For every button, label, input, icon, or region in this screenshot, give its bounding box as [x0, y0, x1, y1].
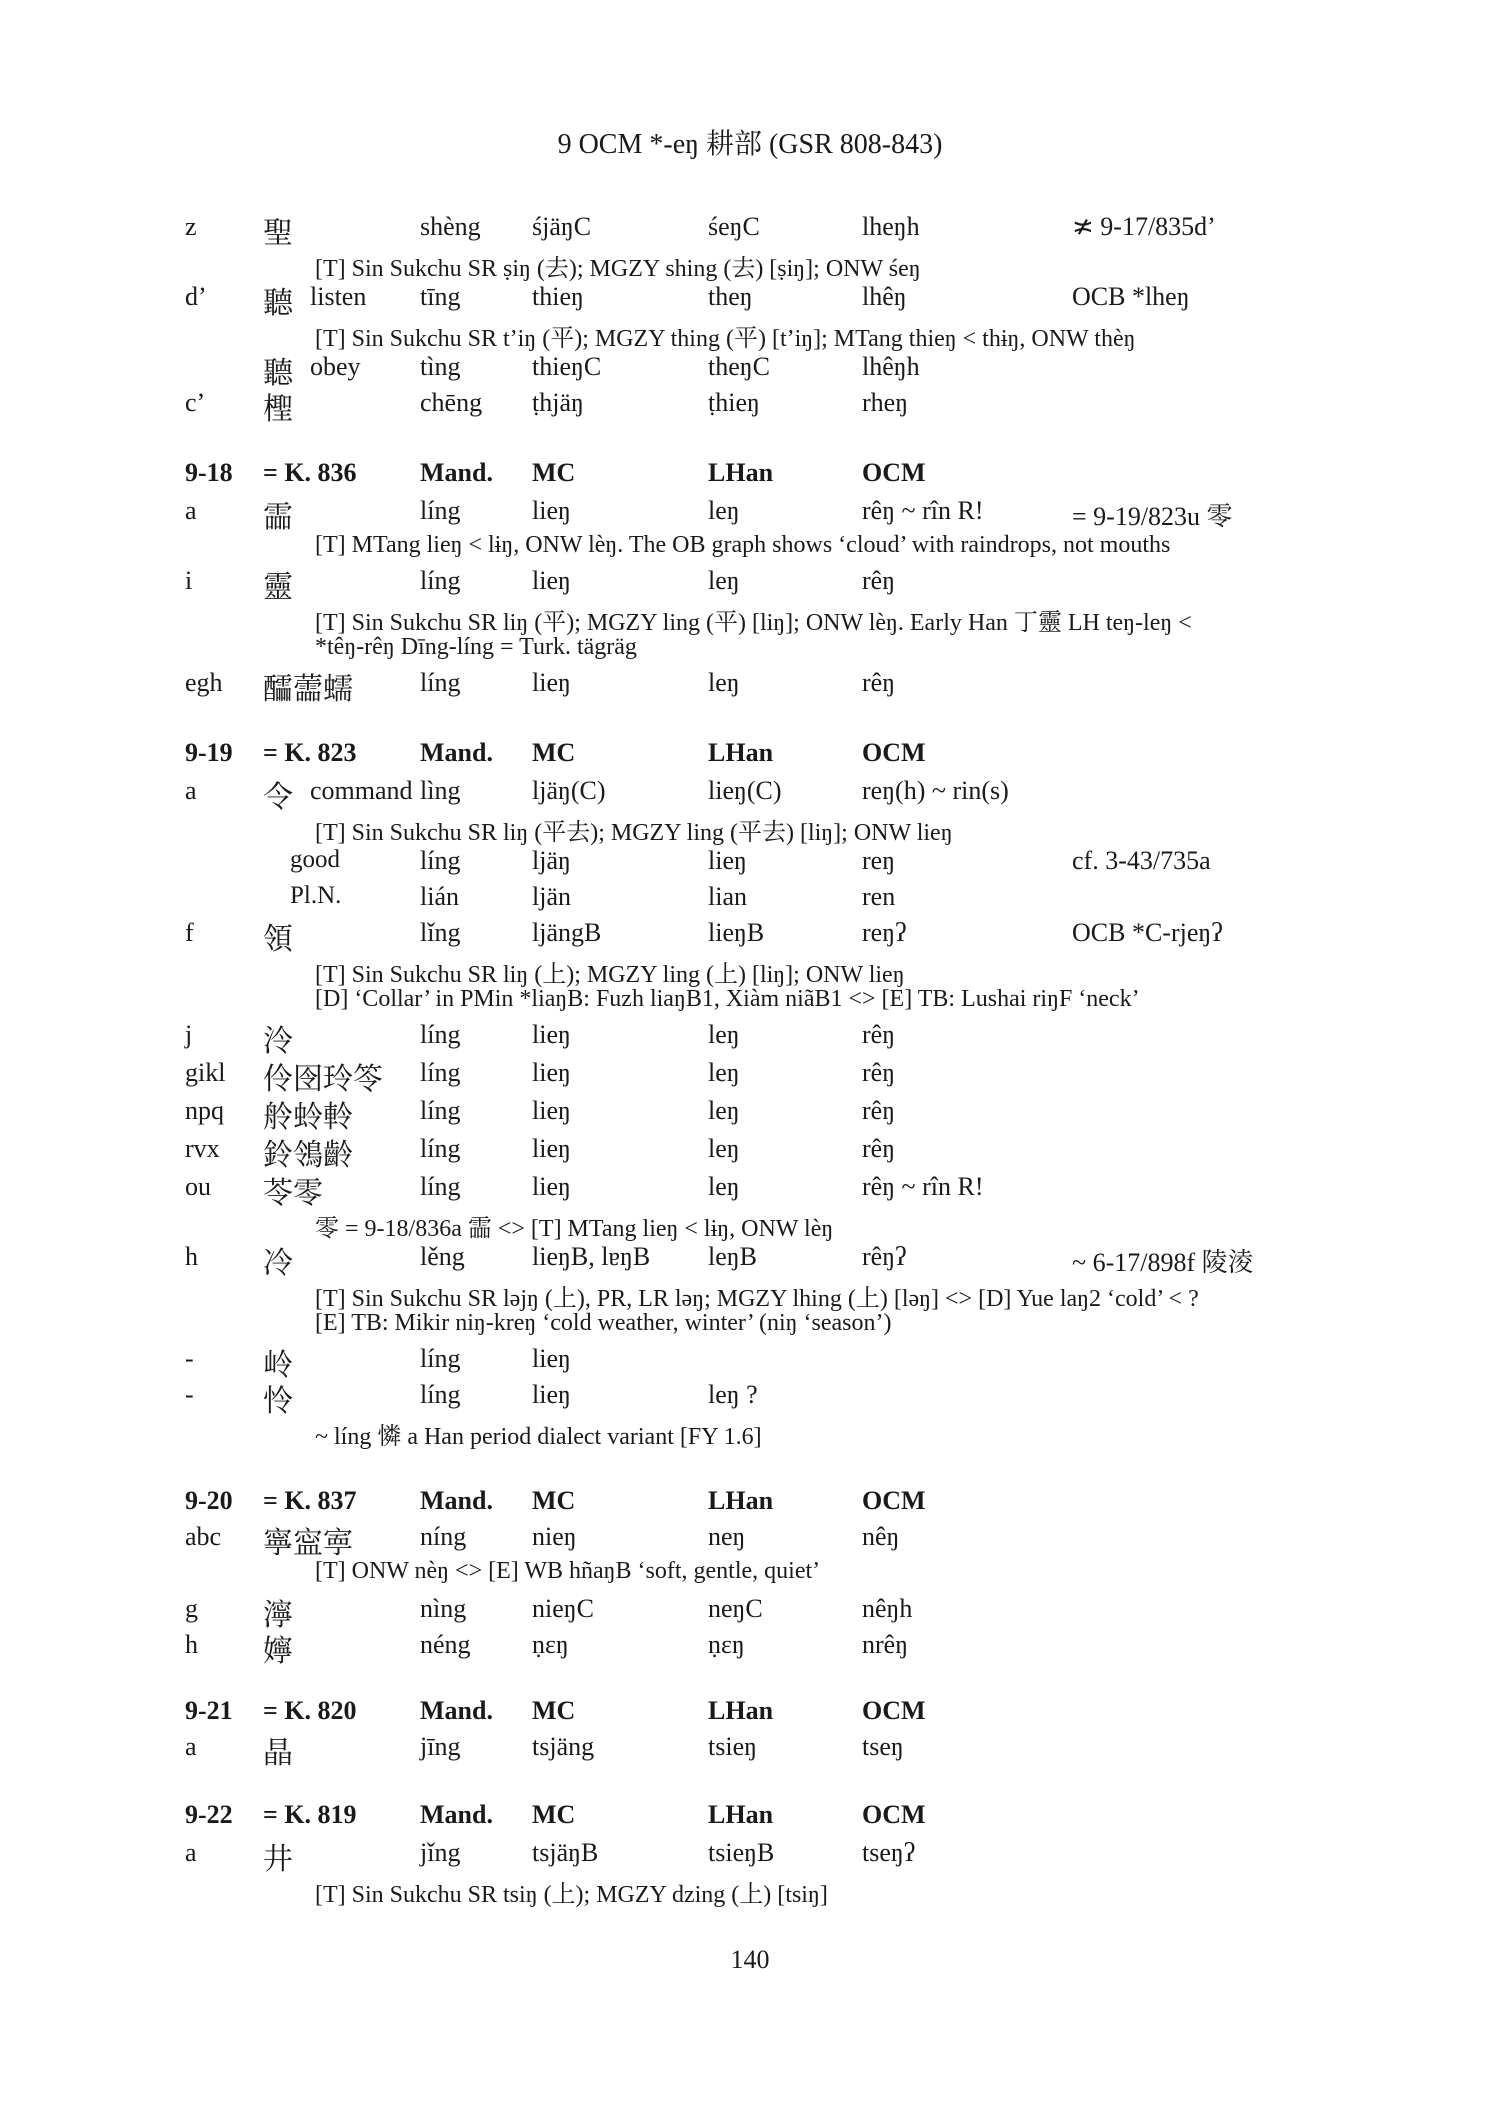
graph-character: 嬣: [263, 1635, 293, 1668]
mandarin-reading: Mand.: [420, 1800, 493, 1829]
entry-note: [D] ‘Collar’ in PMin *liaŋB: Fuzh liaŋB1, Xiàm niãB1 <> [E] TB: Lushai riŋF ‘neck’: [315, 986, 1140, 1012]
mandarin-reading: líng: [420, 1134, 461, 1163]
mandarin-reading: lìng: [420, 776, 461, 805]
middle-chinese-reading: tsjäng: [532, 1732, 595, 1761]
entry-row: [0, 1380, 1500, 1416]
sense: Pl.N.: [290, 882, 342, 909]
entry-label: 9-20: [185, 1486, 233, 1515]
entry-note: [T] Sin Sukchu SR t’iŋ (平); MGZY thing (平) [t’iŋ]; MTang thieŋ < thɨŋ, ONW thèŋ: [315, 326, 1136, 352]
old-chinese-reading: nrêŋ: [862, 1630, 909, 1659]
mandarin-reading: Mand.: [420, 1486, 493, 1515]
entry-label: h: [185, 1242, 198, 1271]
mandarin-reading: tīng: [420, 282, 461, 311]
old-chinese-reading: rêŋ: [862, 1058, 896, 1087]
entry-row: [0, 1838, 1500, 1874]
entry-row: [0, 776, 1500, 812]
section-header: [0, 738, 1500, 774]
entry-row: [0, 1594, 1500, 1630]
mandarin-reading: líng: [420, 1344, 461, 1373]
later-han-reading: leŋ: [708, 1058, 740, 1087]
entry-label: npq: [185, 1096, 224, 1125]
entry-row: [0, 846, 1500, 882]
entry-row: [0, 212, 1500, 248]
mandarin-reading: shèng: [420, 212, 481, 241]
graph-character: 泠: [263, 1025, 293, 1058]
karlgren-ref: = K. 820: [263, 1696, 357, 1725]
cross-reference: OCB *lheŋ: [1072, 282, 1190, 311]
old-chinese-reading: OCM: [862, 1800, 926, 1829]
entry-label: a: [185, 1838, 197, 1867]
entry-row: [0, 1630, 1500, 1666]
later-han-reading: neŋC: [708, 1594, 763, 1623]
entry-label: g: [185, 1594, 198, 1623]
entry-label: -: [185, 1344, 194, 1373]
mandarin-reading: líng: [420, 1096, 461, 1125]
later-han-reading: ṇɛŋ: [708, 1630, 745, 1659]
entry-note: 零 = 9-18/836a 霝 <> [T] MTang lieŋ < lɨŋ, ONW lèŋ: [315, 1216, 834, 1242]
entry-label: ou: [185, 1172, 211, 1201]
old-chinese-reading: OCM: [862, 738, 926, 767]
graph-character: 聖: [263, 217, 293, 250]
cross-reference: ~ 6-17/898f 陵淩: [1072, 1248, 1254, 1277]
old-chinese-reading: nêŋ: [862, 1522, 900, 1551]
middle-chinese-reading: ljäŋ: [532, 846, 571, 875]
old-chinese-reading: rêŋʔ: [862, 1242, 907, 1271]
entry-label: d’: [185, 282, 207, 311]
cross-reference: OCB *C-rjeŋʔ: [1072, 918, 1223, 947]
later-han-reading: lieŋ(C): [708, 776, 782, 805]
mandarin-reading: tìng: [420, 352, 461, 381]
entry-label: gikl: [185, 1058, 226, 1087]
entry-label: i: [185, 566, 193, 595]
mandarin-reading: Mand.: [420, 738, 493, 767]
later-han-reading: tsieŋB: [708, 1838, 775, 1867]
old-chinese-reading: lheŋh: [862, 212, 920, 241]
later-han-reading: LHan: [708, 1800, 774, 1829]
later-han-reading: leŋ: [708, 1096, 740, 1125]
entry-row: [0, 496, 1500, 532]
mandarin-reading: líng: [420, 1020, 461, 1049]
middle-chinese-reading: lieŋ: [532, 496, 571, 525]
later-han-reading: lieŋB: [708, 918, 765, 947]
entry-label: 9-21: [185, 1696, 233, 1725]
graph-character: 令: [263, 781, 293, 814]
mandarin-reading: líng: [420, 1380, 461, 1409]
later-han-reading: LHan: [708, 458, 774, 487]
later-han-reading: LHan: [708, 738, 774, 767]
middle-chinese-reading: lieŋB, lɐŋB: [532, 1242, 651, 1271]
graph-character: 鈴鴒齡: [263, 1139, 353, 1172]
sense: good: [290, 846, 340, 873]
middle-chinese-reading: nieŋC: [532, 1594, 594, 1623]
middle-chinese-reading: ṇɛŋ: [532, 1630, 569, 1659]
middle-chinese-reading: nieŋ: [532, 1522, 577, 1551]
later-han-reading: leŋ: [708, 1020, 740, 1049]
karlgren-ref: = K. 836: [263, 458, 357, 487]
entry-label: c’: [185, 388, 206, 417]
middle-chinese-reading: ljän: [532, 882, 571, 911]
page-title: 9 OCM *-eŋ 耕部 (GSR 808-843): [557, 129, 943, 160]
entry-label: 9-22: [185, 1800, 233, 1829]
middle-chinese-reading: lieŋ: [532, 668, 571, 697]
mandarin-reading: líng: [420, 1058, 461, 1087]
middle-chinese-reading: lieŋ: [532, 1020, 571, 1049]
later-han-reading: leŋ: [708, 566, 740, 595]
old-chinese-reading: reŋ(h) ~ rin(s): [862, 776, 1009, 805]
entry-row: [0, 1172, 1500, 1208]
entry-note: [T] Sin Sukchu SR ləjŋ (上), PR, LR ləŋ; MGZY lhing (上) [ləŋ] <> [D] Yue laŋ2 ‘cold’ < ?: [315, 1286, 1199, 1312]
graph-character: 寧寍寕: [263, 1527, 353, 1560]
old-chinese-reading: tseŋ: [862, 1732, 904, 1761]
entry-note: [T] Sin Sukchu SR liŋ (平); MGZY ling (平) [liŋ]; ONW lèŋ. Early Han 丁靈 LH teŋ-leŋ <: [315, 610, 1192, 636]
graph-character: 領: [263, 923, 293, 956]
mandarin-reading: lǐng: [420, 918, 461, 947]
entry-label: abc: [185, 1522, 222, 1551]
old-chinese-reading: lhêŋ: [862, 282, 907, 311]
cross-reference: = 9-19/823u 零: [1072, 502, 1233, 531]
graph-character: 霝: [263, 501, 293, 534]
later-han-reading: lieŋ: [708, 846, 747, 875]
middle-chinese-reading: ljäŋ(C): [532, 776, 606, 805]
entry-note: [E] TB: Mikir niŋ-kreŋ ‘cold weather, winter’ (niŋ ‘season’): [315, 1310, 892, 1336]
middle-chinese-reading: śjäŋC: [532, 212, 592, 241]
later-han-reading: leŋ: [708, 496, 740, 525]
graph-character: 聽: [263, 287, 293, 320]
middle-chinese-reading: ljängB: [532, 918, 602, 947]
karlgren-ref: = K. 819: [263, 1800, 357, 1829]
graph-character: 岭: [263, 1349, 293, 1382]
middle-chinese-reading: lieŋ: [532, 1380, 571, 1409]
gloss: obey: [310, 352, 361, 381]
later-han-reading: leŋ: [708, 668, 740, 697]
old-chinese-reading: tseŋʔ: [862, 1838, 916, 1867]
entry-note: [T] Sin Sukchu SR liŋ (平去); MGZY ling (平去) [liŋ]; ONW lieŋ: [315, 820, 953, 846]
mandarin-reading: lián: [420, 882, 459, 911]
section-header: [0, 1486, 1500, 1522]
entry-row: [0, 1522, 1500, 1558]
graph-character: 怜: [263, 1385, 293, 1418]
section-header: [0, 1696, 1500, 1732]
old-chinese-reading: OCM: [862, 458, 926, 487]
middle-chinese-reading: MC: [532, 738, 576, 767]
later-han-reading: theŋC: [708, 352, 770, 381]
entry-row: [0, 882, 1500, 918]
old-chinese-reading: rêŋ ~ rîn R!: [862, 496, 984, 525]
entry-row: [0, 668, 1500, 704]
entry-note: ~ líng 憐 a Han period dialect variant [FY 1.6]: [315, 1424, 762, 1450]
later-han-reading: neŋ: [708, 1522, 746, 1551]
section-header: [0, 1800, 1500, 1836]
entry-note: [T] MTang lieŋ < lɨŋ, ONW lèŋ. The OB graph shows ‘cloud’ with raindrops, not mouths: [315, 532, 1171, 558]
graph-character: 聽: [263, 357, 293, 390]
middle-chinese-reading: MC: [532, 1486, 576, 1515]
mandarin-reading: líng: [420, 566, 461, 595]
graph-character: 濘: [263, 1599, 293, 1632]
later-han-reading: leŋ: [708, 1172, 740, 1201]
entry-row: [0, 918, 1500, 954]
mandarin-reading: néng: [420, 1630, 471, 1659]
entry-note: [T] Sin Sukchu SR tsiŋ (上); MGZY dzing (上) [tsiŋ]: [315, 1882, 828, 1908]
old-chinese-reading: rêŋ: [862, 1134, 896, 1163]
entry-row: [0, 388, 1500, 424]
karlgren-ref: = K. 823: [263, 738, 357, 767]
cross-reference: ≭ 9-17/835d’: [1072, 212, 1216, 241]
mandarin-reading: jīng: [420, 1732, 461, 1761]
entry-row: [0, 282, 1500, 318]
old-chinese-reading: rêŋ ~ rîn R!: [862, 1172, 984, 1201]
entry-row: [0, 1058, 1500, 1094]
middle-chinese-reading: MC: [532, 1696, 576, 1725]
entry-label: egh: [185, 668, 223, 697]
mandarin-reading: jǐng: [420, 1838, 461, 1867]
entry-label: h: [185, 1630, 198, 1659]
middle-chinese-reading: MC: [532, 1800, 576, 1829]
karlgren-ref: = K. 837: [263, 1486, 357, 1515]
later-han-reading: ṭhieŋ: [708, 388, 760, 417]
graph-character: 醽蘦蠕: [263, 673, 353, 706]
entry-label: j: [185, 1020, 193, 1049]
entry-label: z: [185, 212, 197, 241]
gloss: command: [310, 776, 413, 805]
mandarin-reading: líng: [420, 668, 461, 697]
later-han-reading: tsieŋ: [708, 1732, 757, 1761]
entry-label: a: [185, 1732, 197, 1761]
entry-note: *têŋ-rêŋ Dīng-líng = Turk. tägräg: [315, 634, 637, 660]
graph-character: 苓零: [263, 1177, 323, 1210]
middle-chinese-reading: MC: [532, 458, 576, 487]
later-han-reading: śeŋC: [708, 212, 760, 241]
later-han-reading: theŋ: [708, 282, 753, 311]
graph-character: 檉: [263, 393, 293, 426]
mandarin-reading: Mand.: [420, 458, 493, 487]
mandarin-reading: líng: [420, 1172, 461, 1201]
old-chinese-reading: ren: [862, 882, 896, 911]
entry-label: rvx: [185, 1134, 220, 1163]
old-chinese-reading: reŋ: [862, 846, 896, 875]
cross-reference: cf. 3-43/735a: [1072, 846, 1211, 875]
entry-note: [T] Sin Sukchu SR ṣiŋ (去); MGZY shing (去) [ṣiŋ]; ONW śeŋ: [315, 256, 921, 282]
mandarin-reading: líng: [420, 496, 461, 525]
section-header: [0, 458, 1500, 494]
entry-row: [0, 1096, 1500, 1132]
entry-label: 9-19: [185, 738, 233, 767]
middle-chinese-reading: lieŋ: [532, 1096, 571, 1125]
graph-character: 晶: [263, 1737, 293, 1770]
graph-character: 靈: [263, 571, 293, 604]
entry-row: [0, 352, 1500, 388]
old-chinese-reading: rêŋ: [862, 1020, 896, 1049]
entry-note: [T] Sin Sukchu SR liŋ (上); MGZY ling (上) [liŋ]; ONW lieŋ: [315, 962, 905, 988]
entry-label: a: [185, 496, 197, 525]
middle-chinese-reading: thieŋC: [532, 352, 602, 381]
entry-row: [0, 1344, 1500, 1380]
old-chinese-reading: rêŋ: [862, 566, 896, 595]
old-chinese-reading: lhêŋh: [862, 352, 920, 381]
old-chinese-reading: OCM: [862, 1486, 926, 1515]
mandarin-reading: lěng: [420, 1242, 465, 1271]
middle-chinese-reading: lieŋ: [532, 1058, 571, 1087]
mandarin-reading: chēng: [420, 388, 483, 417]
middle-chinese-reading: lieŋ: [532, 1172, 571, 1201]
old-chinese-reading: rêŋ: [862, 668, 896, 697]
old-chinese-reading: reŋʔ: [862, 918, 907, 947]
later-han-reading: leŋ: [708, 1134, 740, 1163]
entry-label: a: [185, 776, 197, 805]
entry-row: [0, 1732, 1500, 1768]
middle-chinese-reading: tsjäŋB: [532, 1838, 599, 1867]
entry-label: -: [185, 1380, 194, 1409]
mandarin-reading: níng: [420, 1522, 467, 1551]
entry-row: [0, 1134, 1500, 1170]
graph-character: 舲蛉軨: [263, 1101, 353, 1134]
later-han-reading: leŋ ?: [708, 1380, 758, 1409]
mandarin-reading: líng: [420, 846, 461, 875]
old-chinese-reading: rheŋ: [862, 388, 909, 417]
mandarin-reading: nìng: [420, 1594, 467, 1623]
later-han-reading: leŋB: [708, 1242, 757, 1271]
later-han-reading: LHan: [708, 1696, 774, 1725]
middle-chinese-reading: ṭhjäŋ: [532, 388, 584, 417]
later-han-reading: LHan: [708, 1486, 774, 1515]
later-han-reading: lian: [708, 882, 747, 911]
graph-character: 冷: [263, 1247, 293, 1280]
entry-row: [0, 1242, 1500, 1278]
middle-chinese-reading: thieŋ: [532, 282, 584, 311]
old-chinese-reading: rêŋ: [862, 1096, 896, 1125]
entry-note: [T] ONW nèŋ <> [E] WB hñaŋB ‘soft, gentle, quiet’: [315, 1558, 821, 1584]
entry-label: 9-18: [185, 458, 233, 487]
middle-chinese-reading: lieŋ: [532, 1344, 571, 1373]
graph-character: 伶囹玲笭: [263, 1063, 383, 1096]
old-chinese-reading: nêŋh: [862, 1594, 913, 1623]
entry-row: [0, 1020, 1500, 1056]
entry-row: [0, 566, 1500, 602]
gloss: listen: [310, 282, 367, 311]
graph-character: 井: [263, 1843, 293, 1876]
middle-chinese-reading: lieŋ: [532, 566, 571, 595]
old-chinese-reading: OCM: [862, 1696, 926, 1725]
mandarin-reading: Mand.: [420, 1696, 493, 1725]
middle-chinese-reading: lieŋ: [532, 1134, 571, 1163]
entry-label: f: [185, 918, 194, 947]
page-number: 140: [730, 1945, 770, 1974]
